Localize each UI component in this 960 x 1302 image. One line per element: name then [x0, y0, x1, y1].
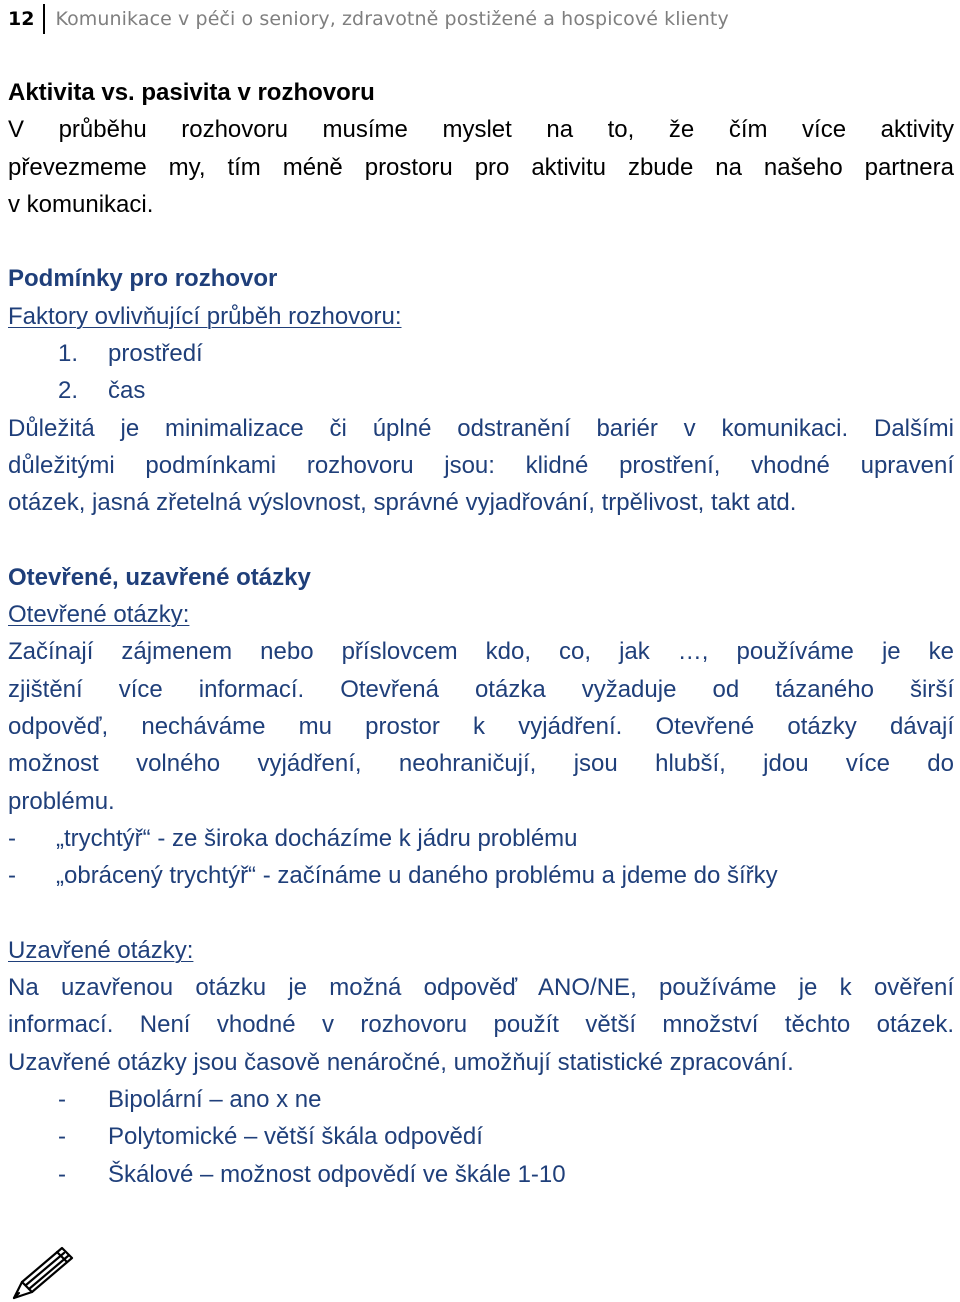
subheading-factors: Faktory ovlivňující průběh rozhovoru:	[8, 302, 402, 330]
list-item	[8, 1118, 954, 1155]
paragraph-line: Uzavřené otázky jsou časově nenáročné, umožňují statistické zpracování.	[8, 1048, 794, 1076]
list-item	[8, 372, 954, 409]
list-item-text: „obrácený trychtýř“ - začínáme u daného problému a jdeme do šířky	[56, 862, 778, 890]
paragraph-line: odpověď, necháváme mu prostor k vyjádření. Otevřené otázky dávají	[8, 713, 954, 741]
paragraph-line: převezmeme my, tím méně prostoru pro aktivitu zbude na našeho partnera	[8, 153, 954, 181]
paragraph-line: otázek, jasná zřetelná výslovnost, správné vyjadřování, trpělivost, takt atd.	[8, 489, 797, 517]
page-content	[8, 74, 954, 1193]
list-item-text: Škálové – možnost odpovědí ve škále 1-10	[108, 1160, 566, 1188]
paragraph-line: V průběhu rozhovoru musíme myslet na to, že čím více aktivity	[8, 116, 954, 144]
pencil-icon	[10, 1244, 80, 1302]
paragraph-line: Na uzavřenou otázku je možná odpověď ANO/NE, používáme je k ověření	[8, 974, 954, 1002]
list-marker: 2.	[58, 377, 79, 405]
header-divider	[43, 4, 45, 34]
list-marker: -	[8, 862, 16, 890]
paragraph-line: zjištění více informací. Otevřená otázka vyžaduje od tázaného širší	[8, 675, 954, 703]
subheading-closed-questions: Uzavřené otázky:	[8, 936, 194, 964]
list-item-text: čas	[108, 377, 146, 405]
paragraph-line: informací. Není vhodné v rozhovoru použít větší množství těchto otázek.	[8, 1011, 954, 1039]
subheading-open-questions: Otevřené otázky:	[8, 601, 190, 629]
list-item	[8, 820, 954, 857]
running-title: Komunikace v péči o seniory, zdravotně postižené a hospicové klienty	[55, 8, 729, 30]
list-marker: -	[58, 1160, 66, 1188]
list-item-text: Bipolární – ano x ne	[108, 1086, 322, 1114]
list-marker: 1.	[58, 340, 79, 368]
paragraph-line: Začínají zájmenem nebo příslovcem kdo, co, jak …, používáme je ke	[8, 638, 954, 666]
paragraph-line: Důležitá je minimalizace či úplné odstranění bariér v komunikaci. Dalšími	[8, 414, 954, 442]
paragraph-line: možnost volného vyjádření, neohraničují, jsou hlubší, jdou více do	[8, 750, 954, 778]
list-item	[8, 857, 954, 894]
list-item-text: „trychtýř“ - ze široka docházíme k jádru problému	[56, 824, 578, 852]
list-item-text: Polytomické – větší škála odpovědí	[108, 1123, 483, 1151]
section-heading-conditions: Podmínky pro rozhovor	[8, 265, 278, 293]
list-item	[8, 335, 954, 372]
running-header	[8, 2, 954, 36]
list-item-text: prostředí	[108, 340, 203, 368]
page-number: 12	[8, 8, 35, 30]
paragraph-line: důležitými podmínkami rozhovoru jsou: klidné prostření, vhodné upravení	[8, 451, 954, 479]
list-marker: -	[58, 1086, 66, 1114]
paragraph-line: problému.	[8, 787, 115, 815]
paragraph-line: v komunikaci.	[8, 190, 154, 218]
section-heading-activity: Aktivita vs. pasivita v rozhovoru	[8, 79, 375, 106]
list-marker: -	[8, 824, 16, 852]
list-item	[8, 1156, 954, 1193]
list-item	[8, 1081, 954, 1118]
list-marker: -	[58, 1123, 66, 1151]
section-heading-questions: Otevřené, uzavřené otázky	[8, 563, 311, 591]
